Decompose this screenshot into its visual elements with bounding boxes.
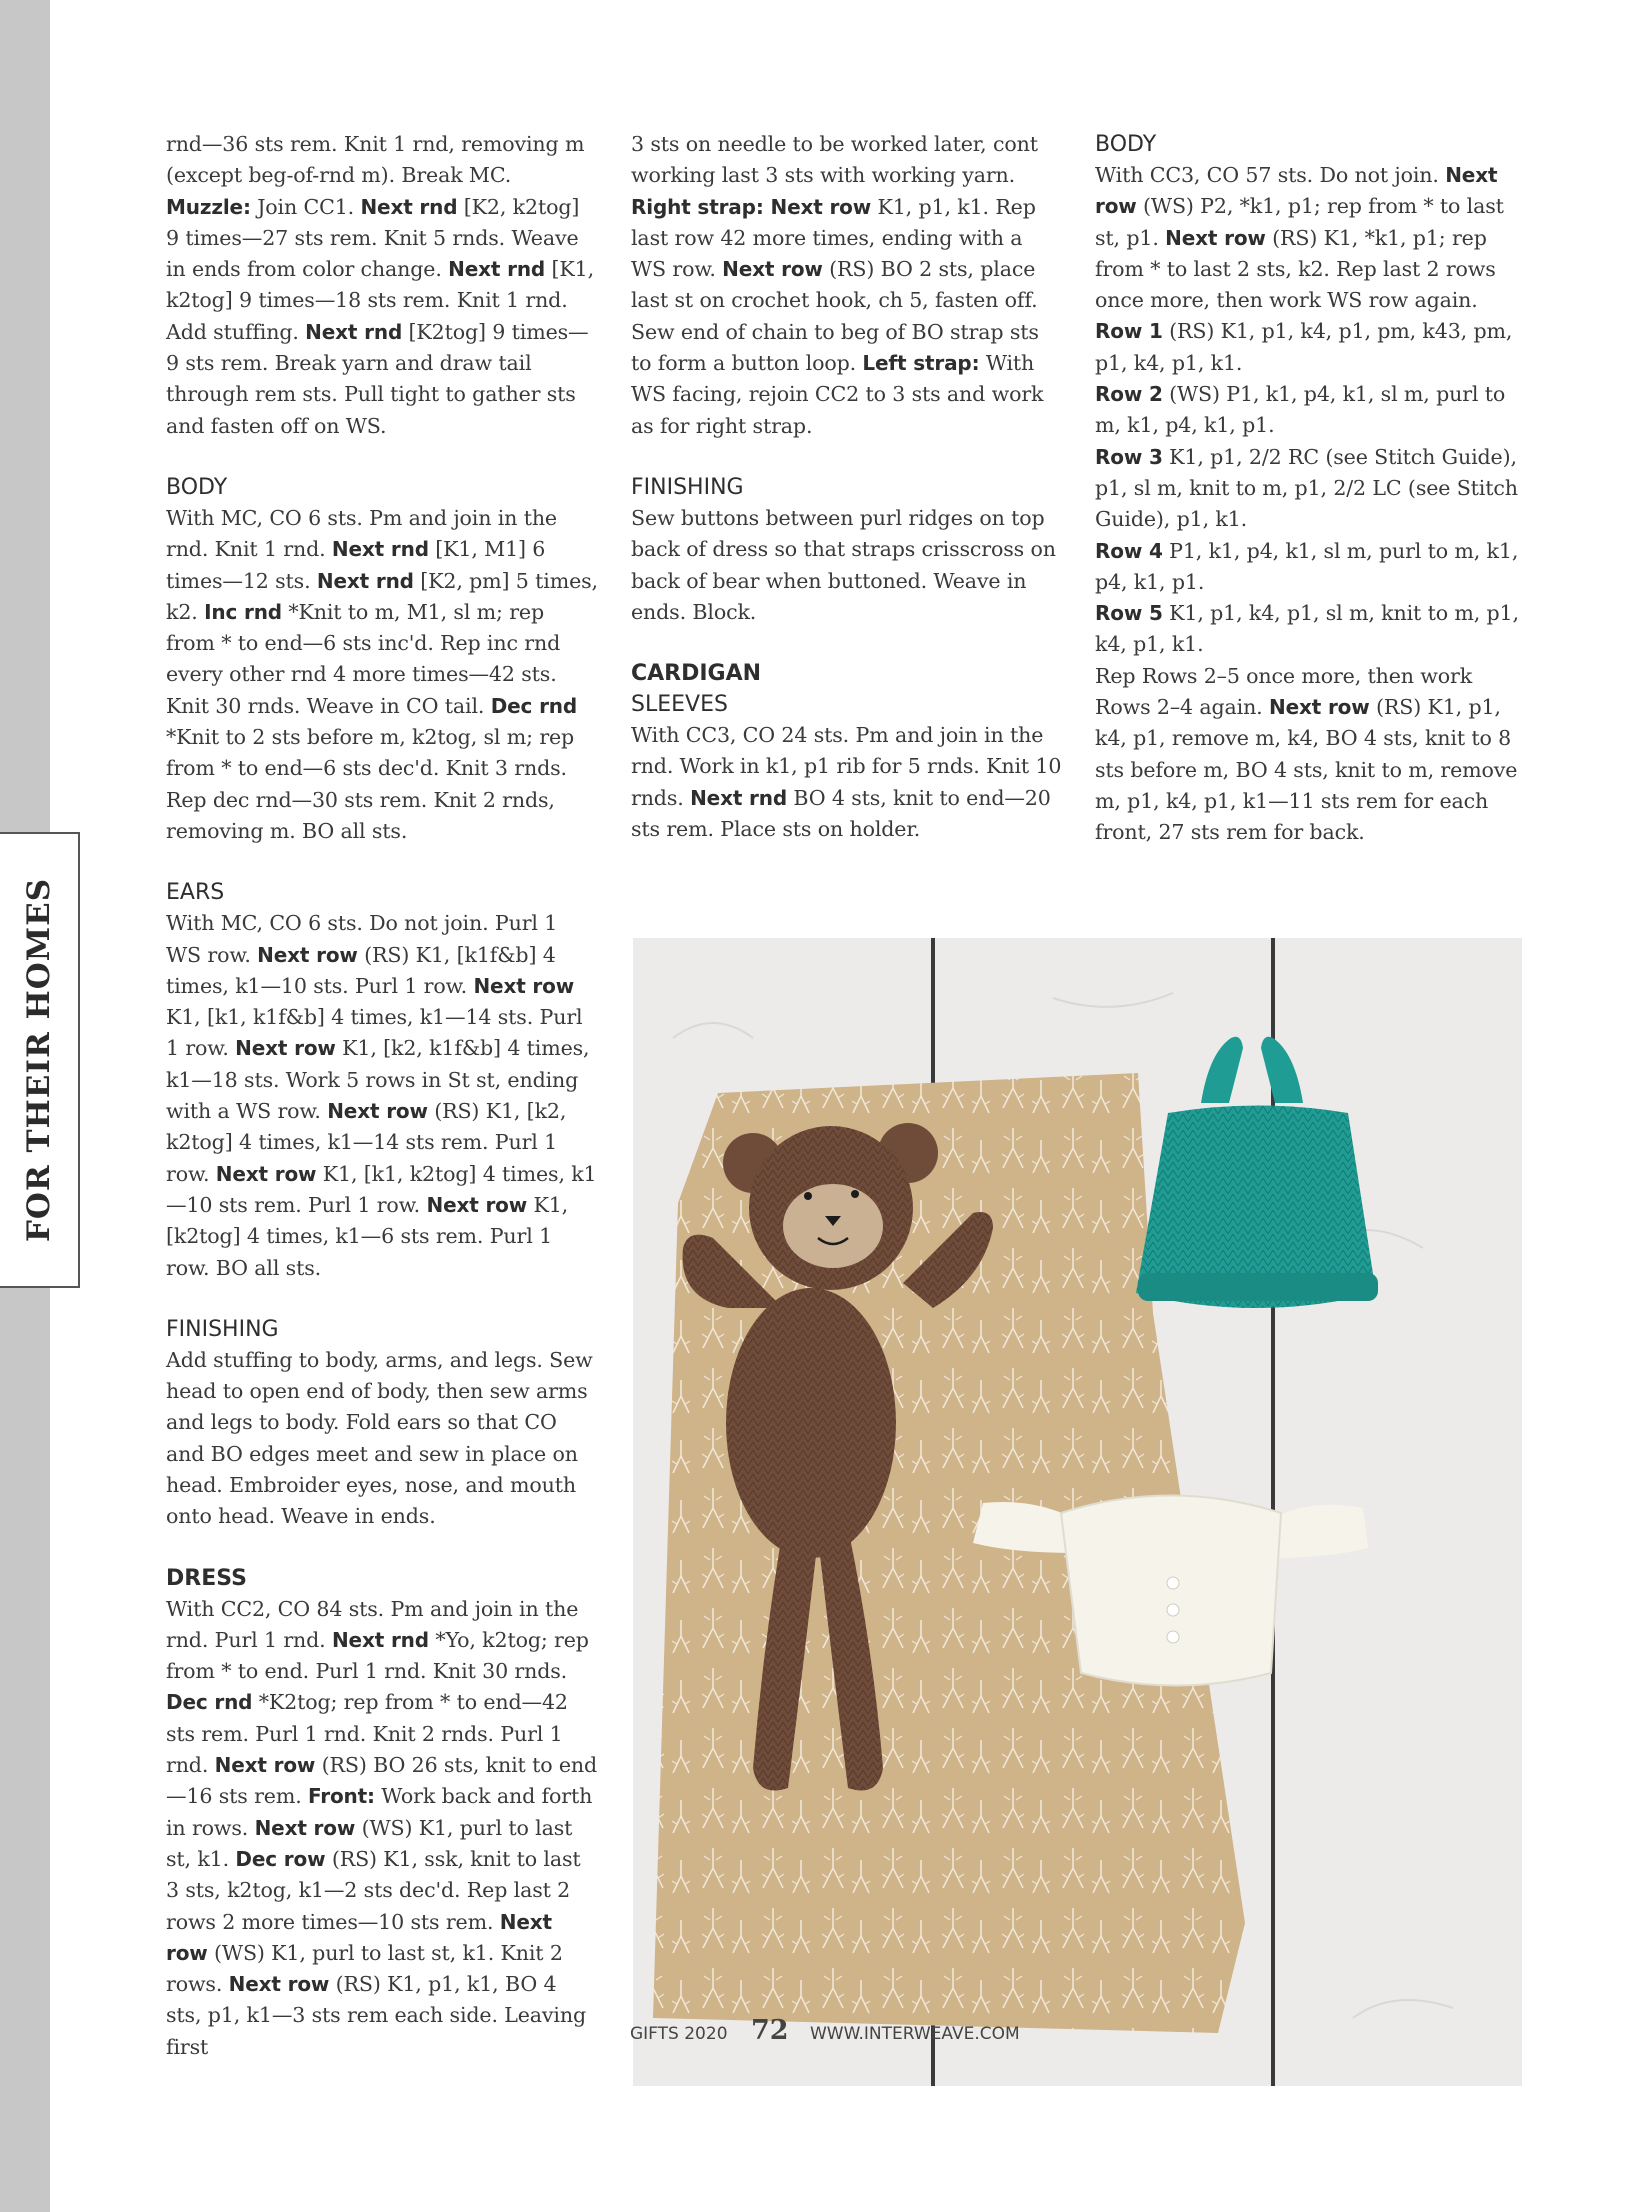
row-instruction: Row 4 P1, k1, p4, k1, sl m, purl to m, k1, p4, k1, p1. [1095, 538, 1519, 594]
bold-term: Next row [426, 1192, 528, 1217]
bold-term: Next row [166, 1909, 552, 1965]
section-tab [0, 832, 80, 1288]
bold-term: Next row [214, 1753, 316, 1778]
column-3 [1095, 129, 1527, 849]
bold-term: Dec rnd [166, 1690, 253, 1715]
bold-term: Front: [308, 1784, 375, 1809]
section-heading: BODY [1095, 132, 1157, 157]
bold-term: Next row [1165, 225, 1266, 250]
subsection-heading: SLEEVES [631, 692, 728, 718]
paragraph: Rep Rows 2–5 once more, then work Rows 2–4 again. Next row (RS) K1, p1, k4, p1, remove m, k4, BO 4 sts, knit to 8 sts before m, BO 4 sts, knit to m, remove m, p1, k4, p1, k1—11 sts rem for each front, 27 sts rem for back. [1095, 663, 1518, 845]
column-2 [631, 129, 1063, 845]
row-instruction: Row 1 (RS) K1, p1, k4, p1, pm, k43, pm, p1, k4, p1, k1. [1095, 319, 1513, 375]
bold-term: Next rnd [360, 194, 458, 219]
bold-term: Next row [235, 1036, 336, 1061]
row-instruction: Row 5 K1, p1, k4, p1, sl m, knit to m, p1, k4, p1, k1. [1095, 601, 1519, 657]
bold-term: Dec rnd [490, 693, 578, 718]
page-number: 72 [751, 2015, 789, 2046]
paragraph: With CC2, CO 84 sts. Pm and join in the rnd. Purl 1 rnd. Next rnd *Yo, k2tog; rep from * to end. Purl 1 rnd. Knit 30 rnds. Dec rnd *K2tog; rep from * to end—42 sts rem. Purl 1 rnd. Knit 2 rnds. Purl 1 rnd. Next row (RS) BO 26 sts, knit to end—16 sts rem. Front: Work back and forth in rows. Next row (WS) K1, purl to last st, k1. Dec row (RS) K1, ssk, knit to last 3 sts, k2tog, k1—2 sts dec'd. Rep last 2 rows 2 more times—10 sts rem. Next row (WS) K1, purl to last st, k1. Knit 2 rows. Next row (RS) K1, p1, k1, BO 4 sts, p1, k1—3 sts rem each side. Leaving first [166, 1596, 598, 2059]
row-instruction: Row 2 (WS) P1, k1, p4, k1, sl m, purl to m, k1, p4, k1, p1. [1095, 382, 1506, 438]
bold-term: Next row [1268, 695, 1370, 720]
bold-term: Next rnd [331, 1627, 429, 1652]
bold-term: Next row [254, 1815, 356, 1840]
paragraph: With MC, CO 6 sts. Pm and join in the rnd. Knit 1 rnd. Next rnd [K1, M1] 6 times—12 sts. Next rnd [K2, pm] 5 times, k2. Inc rnd *Knit to m, M1, sl m; rep from * to end—6 sts inc'd. Rep inc rnd every other rnd 4 more times—42 sts. Knit 30 rnds. Weave in CO tail. Dec rnd *Knit to 2 sts before m, k2tog, sl m; rep from * to end—6 sts dec'd. Knit 3 rnds. Rep dec rnd—30 sts rem. Knit 2 rnds, removing m. BO all sts. [166, 505, 598, 843]
bold-term: Next rnd [331, 537, 429, 562]
paragraph: Add stuffing to body, arms, and legs. Sew head to open end of body, then sew arms and legs to body. Fold ears so that CO and BO edges meet and sew in place on head. Embroider eyes, nose, and mouth onto head. Weave in ends. [166, 1347, 593, 1529]
photo-illustration [633, 938, 1522, 2086]
row-instruction: Row 3 K1, p1, 2/2 RC (see Stitch Guide), p1, sl m, knit to m, p1, 2/2 LC (see Stitch Guide), p1, k1. [1095, 444, 1518, 532]
section-heading: FINISHING [631, 474, 744, 500]
magazine-issue: GIFTS 2020 [630, 2024, 728, 2044]
section-heading: EARS [166, 880, 225, 906]
bold-term: Row 5 [1095, 601, 1163, 626]
section-heading: CARDIGAN [631, 661, 762, 687]
bold-term: Next row [1095, 163, 1498, 219]
bold-term: Next row [257, 942, 358, 967]
bold-term: Row 1 [1095, 319, 1163, 344]
paragraph: With MC, CO 6 sts. Do not join. Purl 1 WS row. Next row (RS) K1, [k1f&b] 4 times, k1—10 sts. Purl 1 row. Next row K1, [k1, k1f&b] 4 times, k1—14 sts. Purl 1 row. Next row K1, [k2, k1f&b] 4 times, k1—18 sts. Work 5 rows in St st, ending with a WS row. Next row (RS) K1, [k2, k2tog] 4 times, k1—14 sts rem. Purl 1 row. Next row K1, [k1, k2tog] 4 times, k1—10 sts rem. Purl 1 row. Next row K1, [k2tog] 4 times, k1—6 sts rem. Purl 1 row. BO all sts. [166, 911, 597, 1280]
section-heading: DRESS [166, 1565, 247, 1591]
section-heading: FINISHING [166, 1316, 279, 1342]
column-1 [166, 129, 598, 2063]
bold-term: Next row [473, 973, 575, 998]
paragraph: With CC3, CO 57 sts. Do not join. Next row (WS) P2, *k1, p1; rep from * to last st, p1. Next row (RS) K1, *k1, p1; rep from * to last 2 sts, k2. Rep last 2 rows once more, then work WS row again. [1095, 163, 1504, 313]
paragraph: With CC3, CO 24 sts. Pm and join in the rnd. Work in k1, p1 rib for 5 rnds. Knit 10 rnds. Next rnd BO 4 sts, knit to end—20 sts rem. Place sts on holder. [631, 723, 1062, 842]
paragraph: rnd—36 sts rem. Knit 1 rnd, removing m (except beg-of-rnd m). Break MC. Muzzle: Join CC1. Next rnd [K2, k2tog] 9 times—27 sts rem. Knit 5 rnds. Weave in ends from color change. Next rnd [K1, k2tog] 9 times—18 sts rem. Knit 1 rnd. Add stuffing. Next rnd [K2tog] 9 times—9 sts rem. Break yarn and draw tail through rem sts. Pull tight to gather sts and fasten off on WS. [166, 132, 594, 438]
bold-term: Next row [215, 1161, 317, 1186]
website-link: WWW.INTERWEAVE.COM [810, 2024, 1020, 2044]
paragraph: Sew buttons between purl ridges on top back of dress so that straps crisscross on back of bear when buttoned. Weave in ends. Block. [631, 505, 1056, 624]
bold-term: Next rnd [305, 319, 403, 344]
bold-term: Dec row [235, 1846, 326, 1871]
bold-term: Muzzle: [166, 194, 251, 219]
bold-term: Left strap: [862, 351, 980, 376]
bold-term: Next rnd [690, 785, 788, 810]
bold-term: Inc rnd [204, 599, 282, 624]
bold-term: Row 2 [1095, 382, 1163, 407]
bold-term: Row 3 [1095, 444, 1163, 469]
bold-term: Next rnd [448, 257, 546, 282]
bold-term: Next row [722, 257, 823, 282]
bold-term: Right strap: Next row [631, 194, 872, 219]
bold-term: Next row [327, 1099, 428, 1124]
product-photo [633, 938, 1522, 2086]
section-tab-label: FOR THEIR HOMES [21, 877, 57, 1243]
paragraph: 3 sts on needle to be worked later, cont working last 3 sts with working yarn. Right strap: Next row K1, p1, k1. Rep last row 42 more times, ending with a WS row. Next row (RS) BO 2 sts, place last st on crochet hook, ch 5, fasten off. Sew end of chain to beg of BO strap sts to form a button loop. Left strap: With WS facing, rejoin CC2 to 3 sts and work as for right strap. [631, 132, 1044, 438]
bold-term: Row 4 [1095, 538, 1163, 563]
section-heading: BODY [166, 474, 228, 500]
bold-term: Next row [228, 1972, 330, 1997]
bold-term: Next rnd [316, 568, 414, 593]
